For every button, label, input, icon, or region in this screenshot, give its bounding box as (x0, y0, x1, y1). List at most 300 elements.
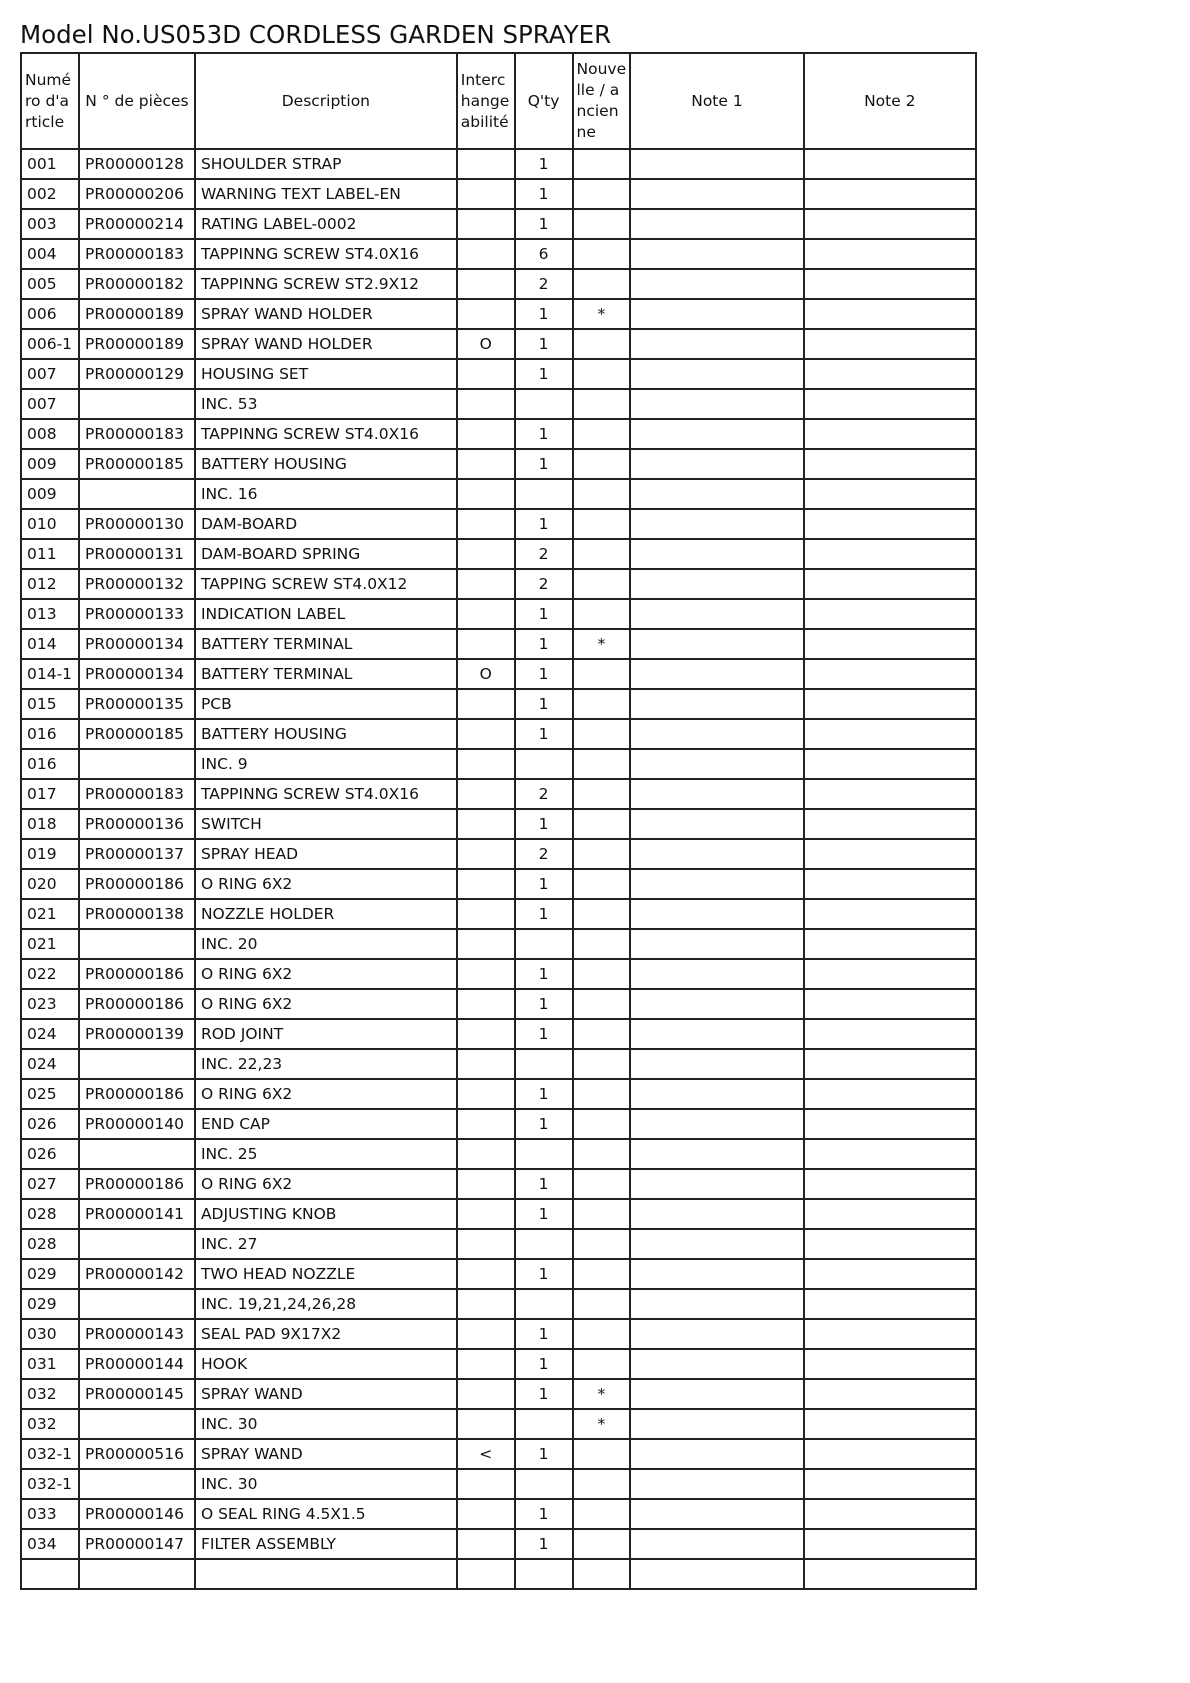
cell-description: INC. 20 (195, 929, 457, 959)
cell-interchangeability (457, 479, 515, 509)
cell-note-2 (804, 749, 976, 779)
table-row (21, 1109, 976, 1139)
cell-new-old (573, 1469, 631, 1499)
cell-part-number: PR00000206 (79, 179, 195, 209)
cell-part-number: PR00000138 (79, 899, 195, 929)
cell-item-number: 031 (21, 1349, 79, 1379)
cell-part-number: PR00000183 (79, 419, 195, 449)
table-row (21, 1079, 976, 1109)
cell-quantity: 1 (515, 1109, 573, 1139)
table-row (21, 719, 976, 749)
table-row (21, 779, 976, 809)
cell-note-1 (630, 1379, 803, 1409)
cell-interchangeability (457, 1379, 515, 1409)
cell-item-number: 024 (21, 1049, 79, 1079)
cell-quantity: 1 (515, 1379, 573, 1409)
cell-new-old (573, 1559, 631, 1589)
cell-note-1 (630, 359, 803, 389)
cell-new-old (573, 1529, 631, 1559)
cell-item-number: 012 (21, 569, 79, 599)
cell-item-number: 026 (21, 1139, 79, 1169)
cell-note-2 (804, 1469, 976, 1499)
cell-new-old (573, 539, 631, 569)
cell-quantity: 1 (515, 719, 573, 749)
cell-item-number: 007 (21, 359, 79, 389)
cell-description: O RING 6X2 (195, 1079, 457, 1109)
cell-quantity: 1 (515, 959, 573, 989)
cell-part-number (79, 479, 195, 509)
cell-quantity (515, 1559, 573, 1589)
cell-interchangeability (457, 989, 515, 1019)
cell-new-old (573, 689, 631, 719)
cell-description: PCB (195, 689, 457, 719)
cell-note-1 (630, 329, 803, 359)
cell-note-1 (630, 1289, 803, 1319)
cell-new-old (573, 389, 631, 419)
cell-description: INC. 30 (195, 1469, 457, 1499)
cell-description: BATTERY HOUSING (195, 719, 457, 749)
cell-interchangeability (457, 809, 515, 839)
cell-note-1 (630, 179, 803, 209)
cell-note-1 (630, 1229, 803, 1259)
cell-note-2 (804, 1019, 976, 1049)
table-row (21, 209, 976, 239)
cell-note-2 (804, 209, 976, 239)
cell-interchangeability (457, 1319, 515, 1349)
cell-interchangeability (457, 569, 515, 599)
cell-interchangeability (457, 1049, 515, 1079)
cell-item-number: 019 (21, 839, 79, 869)
cell-quantity (515, 1229, 573, 1259)
cell-interchangeability (457, 149, 515, 179)
cell-description: END CAP (195, 1109, 457, 1139)
cell-interchangeability (457, 1199, 515, 1229)
cell-note-1 (630, 779, 803, 809)
cell-part-number: PR00000144 (79, 1349, 195, 1379)
cell-note-2 (804, 1289, 976, 1319)
table-row (21, 899, 976, 929)
cell-note-1 (630, 599, 803, 629)
cell-new-old: * (573, 1409, 631, 1439)
cell-interchangeability (457, 959, 515, 989)
cell-note-1 (630, 1259, 803, 1289)
cell-part-number (79, 1139, 195, 1169)
cell-note-2 (804, 869, 976, 899)
cell-description: INC. 53 (195, 389, 457, 419)
cell-quantity: 1 (515, 329, 573, 359)
cell-note-2 (804, 1169, 976, 1199)
cell-item-number: 006-1 (21, 329, 79, 359)
cell-part-number: PR00000185 (79, 449, 195, 479)
cell-note-2 (804, 599, 976, 629)
cell-description: SPRAY WAND (195, 1379, 457, 1409)
cell-description: INC. 16 (195, 479, 457, 509)
cell-note-1 (630, 869, 803, 899)
cell-note-2 (804, 1439, 976, 1469)
cell-part-number: PR00000516 (79, 1439, 195, 1469)
header-note-2: Note 2 (804, 53, 976, 149)
cell-interchangeability (457, 779, 515, 809)
cell-new-old (573, 1349, 631, 1379)
cell-note-2 (804, 419, 976, 449)
table-row (21, 389, 976, 419)
cell-note-1 (630, 1529, 803, 1559)
cell-note-2 (804, 479, 976, 509)
cell-new-old: * (573, 299, 631, 329)
table-row (21, 1049, 976, 1079)
cell-part-number: PR00000143 (79, 1319, 195, 1349)
cell-item-number: 011 (21, 539, 79, 569)
cell-quantity: 1 (515, 1319, 573, 1349)
table-row (21, 1409, 976, 1439)
cell-description: O RING 6X2 (195, 989, 457, 1019)
header-interchangeability: Interchangeabilité (457, 53, 515, 149)
cell-new-old (573, 209, 631, 239)
cell-description: INC. 22,23 (195, 1049, 457, 1079)
cell-item-number: 004 (21, 239, 79, 269)
table-row (21, 1199, 976, 1229)
cell-note-2 (804, 389, 976, 419)
cell-part-number (79, 1559, 195, 1589)
cell-quantity (515, 929, 573, 959)
cell-description: TWO HEAD NOZZLE (195, 1259, 457, 1289)
cell-note-1 (630, 839, 803, 869)
table-row (21, 149, 976, 179)
cell-quantity: 2 (515, 779, 573, 809)
cell-note-2 (804, 1109, 976, 1139)
cell-item-number: 025 (21, 1079, 79, 1109)
cell-description: INC. 27 (195, 1229, 457, 1259)
document-title: Model No.US053D CORDLESS GARDEN SPRAYER (20, 20, 612, 49)
cell-note-2 (804, 839, 976, 869)
table-row (21, 1469, 976, 1499)
cell-part-number: PR00000133 (79, 599, 195, 629)
cell-new-old (573, 149, 631, 179)
cell-note-2 (804, 179, 976, 209)
cell-interchangeability: < (457, 1439, 515, 1469)
cell-item-number: 006 (21, 299, 79, 329)
cell-item-number: 010 (21, 509, 79, 539)
cell-item-number: 028 (21, 1229, 79, 1259)
cell-part-number: PR00000186 (79, 1079, 195, 1109)
cell-description: INC. 9 (195, 749, 457, 779)
cell-item-number: 032 (21, 1379, 79, 1409)
cell-note-2 (804, 1139, 976, 1169)
cell-quantity: 1 (515, 629, 573, 659)
cell-interchangeability (457, 269, 515, 299)
cell-new-old (573, 1019, 631, 1049)
cell-part-number (79, 1229, 195, 1259)
cell-description: FILTER ASSEMBLY (195, 1529, 457, 1559)
cell-description: BATTERY HOUSING (195, 449, 457, 479)
cell-interchangeability (457, 509, 515, 539)
cell-interchangeability (457, 929, 515, 959)
cell-item-number: 015 (21, 689, 79, 719)
cell-description: INDICATION LABEL (195, 599, 457, 629)
cell-quantity: 6 (515, 239, 573, 269)
table-row (21, 179, 976, 209)
cell-interchangeability (457, 1109, 515, 1139)
cell-note-1 (630, 239, 803, 269)
cell-note-1 (630, 1469, 803, 1499)
cell-note-2 (804, 329, 976, 359)
cell-new-old (573, 419, 631, 449)
cell-new-old (573, 1319, 631, 1349)
cell-note-1 (630, 1199, 803, 1229)
cell-interchangeability (457, 1529, 515, 1559)
cell-item-number: 032-1 (21, 1439, 79, 1469)
cell-new-old (573, 1109, 631, 1139)
cell-note-2 (804, 1079, 976, 1109)
cell-part-number: PR00000147 (79, 1529, 195, 1559)
cell-description: HOOK (195, 1349, 457, 1379)
cell-note-2 (804, 1229, 976, 1259)
cell-interchangeability (457, 1289, 515, 1319)
cell-note-1 (630, 689, 803, 719)
cell-part-number: PR00000140 (79, 1109, 195, 1139)
table-row (21, 1379, 976, 1409)
cell-note-1 (630, 629, 803, 659)
cell-note-2 (804, 1349, 976, 1379)
cell-new-old (573, 869, 631, 899)
cell-interchangeability (457, 419, 515, 449)
cell-interchangeability (457, 1349, 515, 1379)
cell-note-2 (804, 1049, 976, 1079)
table-row (21, 449, 976, 479)
cell-description: NOZZLE HOLDER (195, 899, 457, 929)
cell-part-number: PR00000132 (79, 569, 195, 599)
cell-description: ADJUSTING KNOB (195, 1199, 457, 1229)
cell-part-number: PR00000186 (79, 959, 195, 989)
cell-description: BATTERY TERMINAL (195, 659, 457, 689)
cell-part-number: PR00000186 (79, 1169, 195, 1199)
table-row (21, 1229, 976, 1259)
cell-item-number: 009 (21, 449, 79, 479)
cell-interchangeability (457, 599, 515, 629)
cell-item-number: 003 (21, 209, 79, 239)
table-row (21, 989, 976, 1019)
cell-quantity: 1 (515, 209, 573, 239)
table-row (21, 329, 976, 359)
table-row (21, 1349, 976, 1379)
cell-note-2 (804, 569, 976, 599)
table-row (21, 269, 976, 299)
cell-new-old (573, 1439, 631, 1469)
cell-quantity: 1 (515, 689, 573, 719)
cell-part-number: PR00000189 (79, 329, 195, 359)
cell-note-2 (804, 959, 976, 989)
cell-note-1 (630, 209, 803, 239)
cell-quantity: 1 (515, 1499, 573, 1529)
table-row (21, 1559, 976, 1589)
cell-note-2 (804, 239, 976, 269)
cell-note-2 (804, 1259, 976, 1289)
cell-part-number: PR00000128 (79, 149, 195, 179)
table-row (21, 749, 976, 779)
cell-item-number: 027 (21, 1169, 79, 1199)
cell-new-old: * (573, 629, 631, 659)
cell-description: O RING 6X2 (195, 959, 457, 989)
cell-item-number: 028 (21, 1199, 79, 1229)
cell-interchangeability (457, 1409, 515, 1439)
cell-description: SHOULDER STRAP (195, 149, 457, 179)
table-row (21, 539, 976, 569)
cell-description: INC. 19,21,24,26,28 (195, 1289, 457, 1319)
cell-note-1 (630, 299, 803, 329)
cell-interchangeability: O (457, 329, 515, 359)
cell-interchangeability (457, 239, 515, 269)
cell-quantity: 1 (515, 449, 573, 479)
cell-note-2 (804, 1499, 976, 1529)
header-new-old: Nouvelle / ancienne (573, 53, 631, 149)
table-row (21, 869, 976, 899)
cell-note-1 (630, 1139, 803, 1169)
cell-item-number: 016 (21, 719, 79, 749)
cell-part-number (79, 1409, 195, 1439)
cell-quantity: 1 (515, 1259, 573, 1289)
table-row (21, 599, 976, 629)
cell-note-1 (630, 1559, 803, 1589)
cell-note-1 (630, 899, 803, 929)
cell-interchangeability (457, 539, 515, 569)
cell-note-1 (630, 1109, 803, 1139)
cell-description: SPRAY WAND HOLDER (195, 299, 457, 329)
cell-note-1 (630, 1349, 803, 1379)
cell-quantity: 1 (515, 1199, 573, 1229)
cell-interchangeability (457, 179, 515, 209)
cell-part-number: PR00000131 (79, 539, 195, 569)
cell-new-old (573, 179, 631, 209)
cell-interchangeability (457, 389, 515, 419)
cell-note-2 (804, 779, 976, 809)
cell-new-old: * (573, 1379, 631, 1409)
cell-note-2 (804, 1409, 976, 1439)
cell-description: RATING LABEL-0002 (195, 209, 457, 239)
cell-quantity: 1 (515, 299, 573, 329)
cell-quantity (515, 1409, 573, 1439)
header-row (21, 53, 976, 149)
table-row (21, 509, 976, 539)
cell-item-number: 014 (21, 629, 79, 659)
cell-new-old (573, 1259, 631, 1289)
cell-item-number: 032 (21, 1409, 79, 1439)
table-row (21, 689, 976, 719)
cell-part-number (79, 1289, 195, 1319)
cell-part-number (79, 389, 195, 419)
cell-new-old (573, 329, 631, 359)
cell-part-number (79, 749, 195, 779)
table-row (21, 629, 976, 659)
table-row (21, 959, 976, 989)
cell-item-number: 008 (21, 419, 79, 449)
cell-note-2 (804, 809, 976, 839)
cell-part-number: PR00000130 (79, 509, 195, 539)
cell-item-number: 029 (21, 1259, 79, 1289)
cell-note-1 (630, 539, 803, 569)
cell-quantity: 1 (515, 989, 573, 1019)
cell-quantity: 1 (515, 809, 573, 839)
cell-quantity: 1 (515, 509, 573, 539)
cell-part-number: PR00000189 (79, 299, 195, 329)
cell-note-1 (630, 269, 803, 299)
cell-description: DAM-BOARD (195, 509, 457, 539)
cell-new-old (573, 899, 631, 929)
cell-interchangeability: O (457, 659, 515, 689)
cell-description: BATTERY TERMINAL (195, 629, 457, 659)
table-row (21, 659, 976, 689)
cell-part-number: PR00000136 (79, 809, 195, 839)
header-description: Description (195, 53, 457, 149)
cell-part-number: PR00000182 (79, 269, 195, 299)
cell-quantity: 2 (515, 569, 573, 599)
cell-note-1 (630, 1049, 803, 1079)
cell-note-1 (630, 989, 803, 1019)
cell-quantity (515, 479, 573, 509)
cell-quantity: 1 (515, 659, 573, 689)
cell-part-number: PR00000134 (79, 659, 195, 689)
cell-item-number: 009 (21, 479, 79, 509)
cell-part-number (79, 1469, 195, 1499)
cell-new-old (573, 929, 631, 959)
cell-note-1 (630, 959, 803, 989)
cell-part-number: PR00000135 (79, 689, 195, 719)
cell-description: SPRAY WAND (195, 1439, 457, 1469)
cell-description (195, 1559, 457, 1589)
cell-note-1 (630, 719, 803, 749)
cell-quantity: 2 (515, 539, 573, 569)
cell-new-old (573, 479, 631, 509)
table-row (21, 1139, 976, 1169)
cell-description: TAPPINNG SCREW ST4.0X16 (195, 419, 457, 449)
table-row (21, 1259, 976, 1289)
table-row (21, 569, 976, 599)
cell-quantity (515, 749, 573, 779)
cell-new-old (573, 1199, 631, 1229)
cell-new-old (573, 959, 631, 989)
cell-note-2 (804, 149, 976, 179)
cell-note-1 (630, 389, 803, 419)
table-row (21, 1169, 976, 1199)
cell-description: HOUSING SET (195, 359, 457, 389)
cell-interchangeability (457, 1469, 515, 1499)
cell-item-number: 030 (21, 1319, 79, 1349)
cell-new-old (573, 1229, 631, 1259)
cell-interchangeability (457, 449, 515, 479)
cell-item-number: 024 (21, 1019, 79, 1049)
cell-part-number: PR00000183 (79, 779, 195, 809)
table-row (21, 479, 976, 509)
parts-sheet (20, 52, 977, 1683)
cell-quantity: 1 (515, 599, 573, 629)
table-row (21, 839, 976, 869)
cell-quantity: 2 (515, 269, 573, 299)
cell-new-old (573, 749, 631, 779)
cell-note-2 (804, 359, 976, 389)
cell-note-1 (630, 659, 803, 689)
header-quantity: Q'ty (515, 53, 573, 149)
cell-note-2 (804, 509, 976, 539)
cell-new-old (573, 839, 631, 869)
cell-note-2 (804, 1199, 976, 1229)
cell-new-old (573, 809, 631, 839)
cell-quantity: 1 (515, 1349, 573, 1379)
cell-item-number: 016 (21, 749, 79, 779)
cell-note-2 (804, 659, 976, 689)
cell-part-number: PR00000186 (79, 869, 195, 899)
cell-interchangeability (457, 1229, 515, 1259)
cell-item-number: 014-1 (21, 659, 79, 689)
cell-interchangeability (457, 1139, 515, 1169)
